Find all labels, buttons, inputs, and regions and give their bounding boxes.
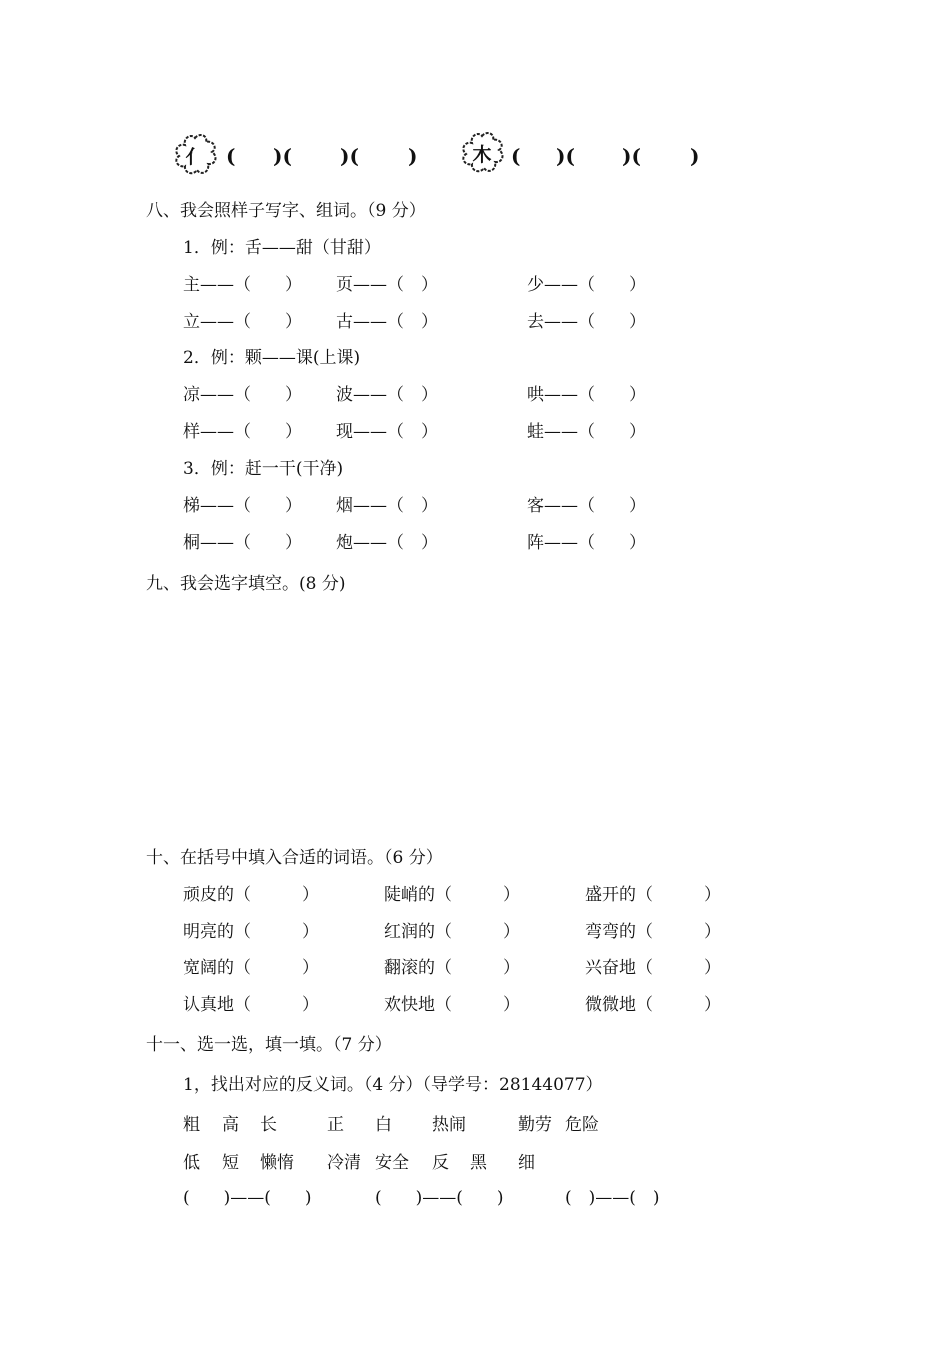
flower-icon [457,128,507,178]
phrase-blank[interactable]: 微微地（ ） [585,995,721,1015]
word-blank[interactable]: 主——（ ） [183,275,302,295]
blank-paren[interactable]: )( [556,144,575,168]
phrase-blank[interactable]: 盛开的（ ） [585,885,721,905]
blank-paren[interactable]: ( [226,144,236,168]
question-1: 1，找出对应的反义词。（4 分）（导学号：28144077） [183,1075,603,1095]
flower-char: 木 [472,143,492,166]
word: 安全 [375,1153,409,1173]
word: 黑 [470,1153,487,1173]
word: 危险 [565,1115,599,1135]
word: 冷清 [327,1153,361,1173]
word-blank[interactable]: 波——（ ） [336,385,438,405]
example-line: 2．例：颗——课(上课) [183,348,361,368]
word: 反 [432,1153,449,1173]
word: 白 [375,1115,392,1135]
phrase-blank[interactable]: 翻滚的（ ） [384,958,520,978]
antonym-pair-blank[interactable]: ( )——( ) [565,1188,660,1208]
phrase-blank[interactable]: 欢快地（ ） [384,995,520,1015]
word-blank[interactable]: 页——（ ） [336,275,438,295]
example-line: 3．例：赶一干(干净) [183,459,344,479]
word-blank[interactable]: 梯——（ ） [183,496,302,516]
word-blank[interactable]: 桐——（ ） [183,533,302,553]
word: 懒惰 [260,1153,294,1173]
word: 粗 [183,1115,200,1135]
word-blank[interactable]: 现——（ ） [336,422,438,442]
word: 长 [260,1115,277,1135]
phrase-blank[interactable]: 顽皮的（ ） [183,885,319,905]
word-blank[interactable]: 立——（ ） [183,312,302,332]
flower-char: 亻 [185,145,205,168]
example-line: 1．例：舌——甜（甘甜） [183,238,381,258]
word-blank[interactable]: 蛙——（ ） [527,422,646,442]
word-blank[interactable]: 客——（ ） [527,496,646,516]
word-blank[interactable]: 凉——（ ） [183,385,302,405]
word-blank[interactable]: 样——（ ） [183,422,302,442]
blank-paren[interactable]: )( [622,144,641,168]
word: 正 [327,1115,344,1135]
blank-paren[interactable]: )( [340,144,359,168]
flower-icon [170,130,220,180]
word: 高 [222,1115,239,1135]
section-10-title: 十、在括号中填入合适的词语。（6 分） [146,848,443,868]
blank-paren[interactable]: ) [690,144,700,168]
word: 热闹 [432,1115,466,1135]
phrase-blank[interactable]: 陡峭的（ ） [384,885,520,905]
blank-paren[interactable]: ) [408,144,418,168]
phrase-blank[interactable]: 明亮的（ ） [183,922,319,942]
blank-paren[interactable]: )( [273,144,292,168]
section-8-title: 八、我会照样子写字、组词。（9 分） [146,201,426,221]
word-blank[interactable]: 哄——（ ） [527,385,646,405]
word: 低 [183,1153,200,1173]
antonym-pair-blank[interactable]: ( )——( ) [375,1188,504,1208]
word-blank[interactable]: 阵——（ ） [527,533,646,553]
word-blank[interactable]: 少——（ ） [527,275,646,295]
word-blank[interactable]: 炮——（ ） [336,533,438,553]
phrase-blank[interactable]: 认真地（ ） [183,995,319,1015]
word: 勤劳 [518,1115,552,1135]
word-blank[interactable]: 去——（ ） [527,312,646,332]
word-blank[interactable]: 烟——（ ） [336,496,438,516]
antonym-pair-blank[interactable]: ( )——( ) [183,1188,312,1208]
section-9-title: 九、我会选字填空。(8 分) [146,574,346,594]
word-blank[interactable]: 古——（ ） [336,312,438,332]
phrase-blank[interactable]: 宽阔的（ ） [183,958,319,978]
word: 短 [222,1153,239,1173]
phrase-blank[interactable]: 弯弯的（ ） [585,922,721,942]
blank-paren[interactable]: ( [511,144,521,168]
phrase-blank[interactable]: 红润的（ ） [384,922,520,942]
phrase-blank[interactable]: 兴奋地（ ） [585,958,721,978]
word: 细 [518,1153,535,1173]
section-11-title: 十一、选一选，填一填。（7 分） [146,1035,392,1055]
